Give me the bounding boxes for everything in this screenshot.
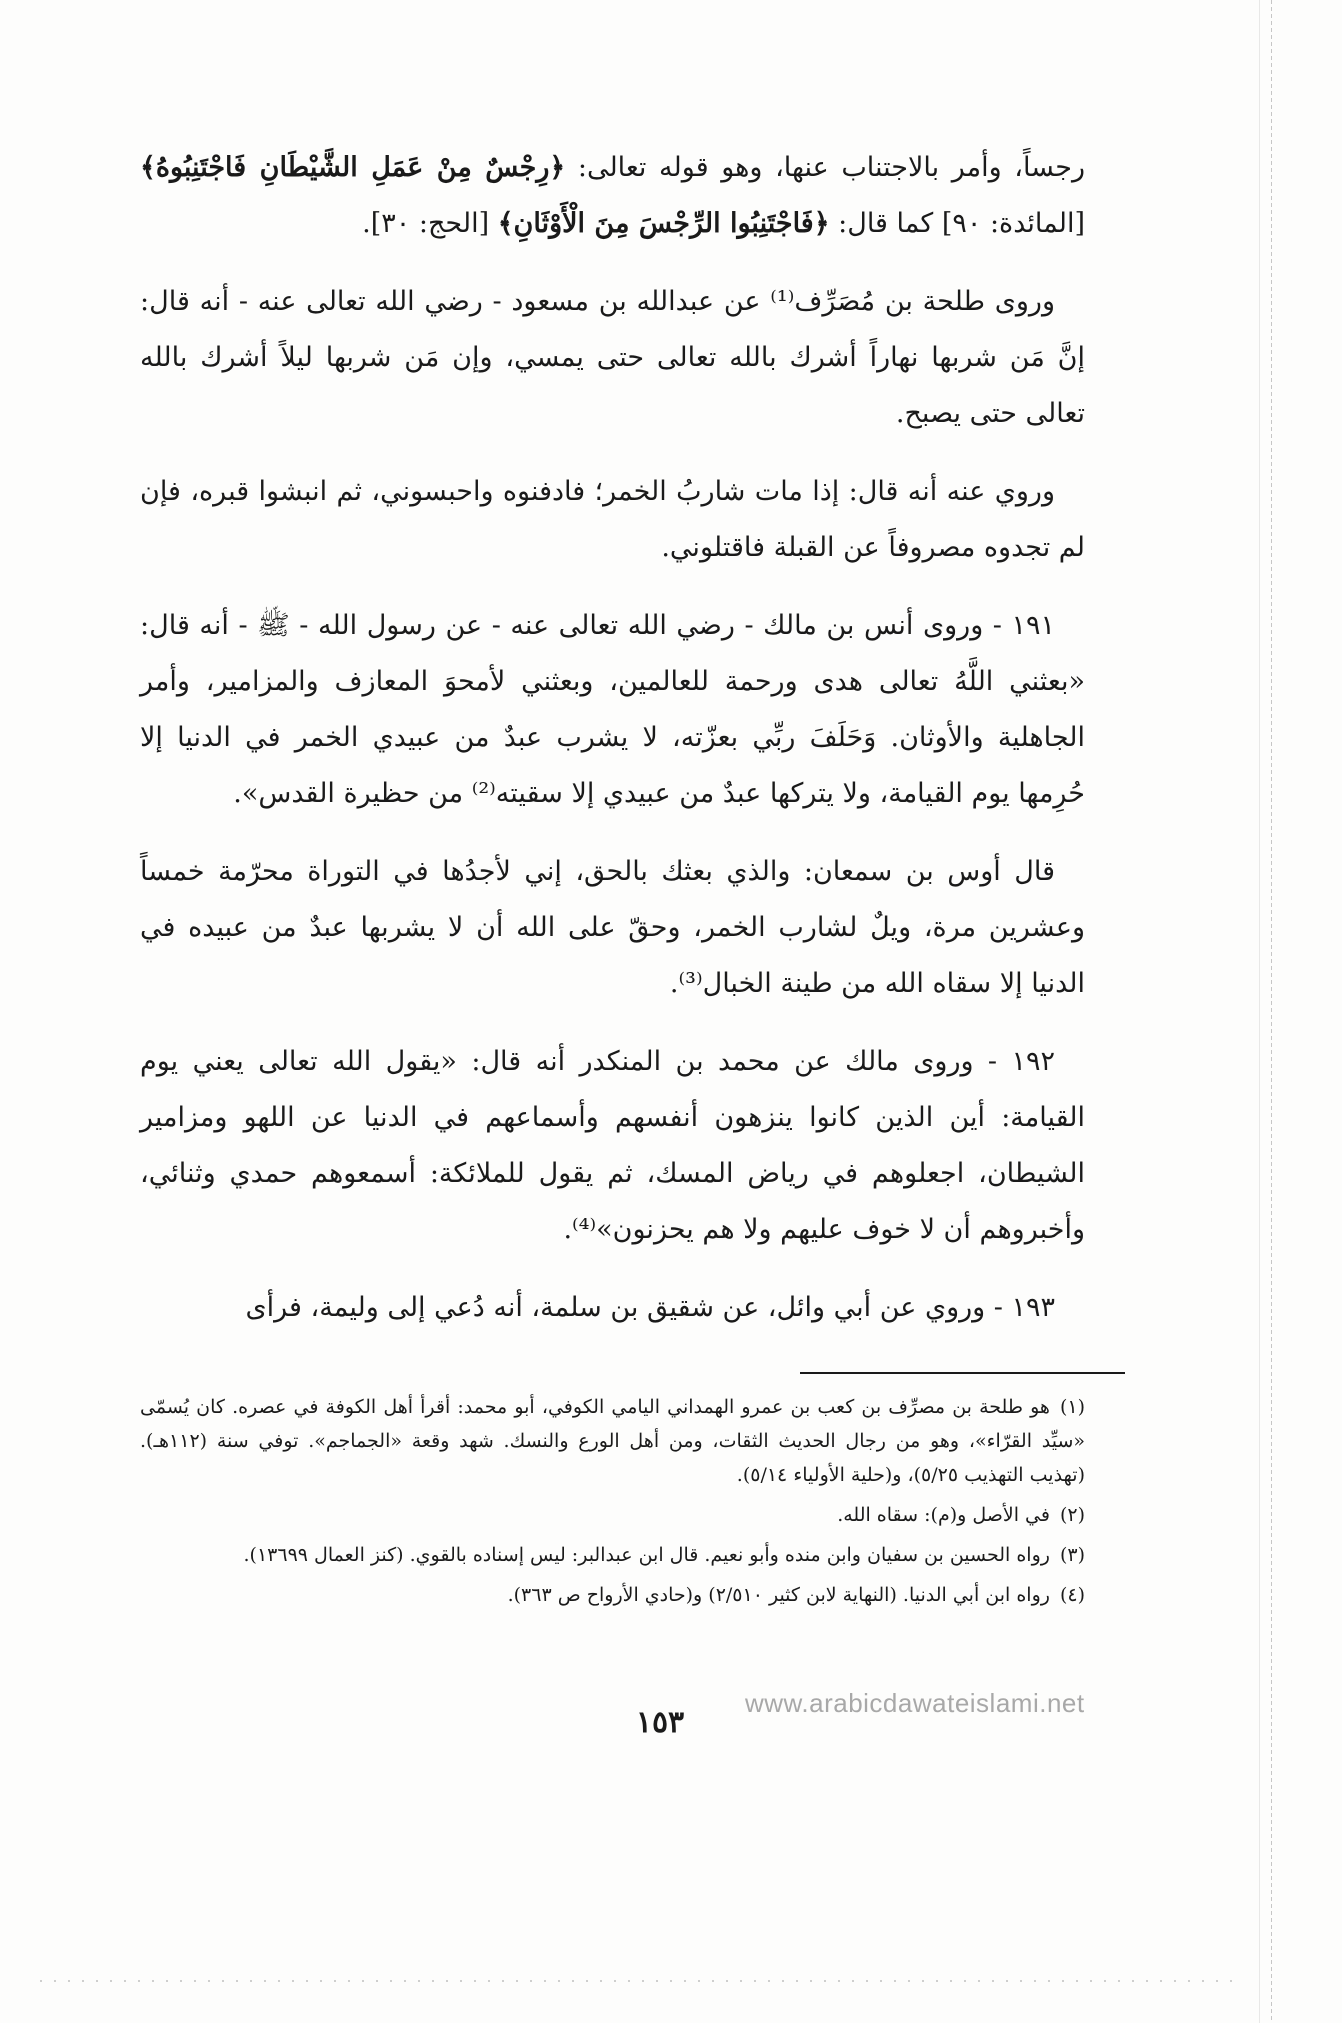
footnotes-block bbox=[140, 1390, 1085, 1618]
paragraph-7-hadith-193: ١٩٣ - وروي عن أبي وائل، عن شقيق بن سلمة، أنه دُعي إلى وليمة، فرأى bbox=[245, 1292, 1055, 1323]
paragraph-3: وروي عنه أنه قال: إذا مات شاربُ الخمر؛ فادفنوه واحبسوني، ثم انبشوا قبره، فإن لم تجدوه مصروفاً عن القبلة فاقتلوني. bbox=[140, 476, 1085, 563]
verse-reference-1: [المائدة: ٩٠] كما قال: bbox=[829, 208, 1085, 239]
paragraph-2: وروى طلحة بن مُصَرِّف⁽¹⁾ عن عبدالله بن مسعود - رضي الله تعالى عنه - أنه قال: إنَّ مَن شربها نهاراً أشرك بالله تعالى حتى يمسي، وإن مَن شربها ليلاً أشرك بالله تعالى حتى يصبح. bbox=[140, 286, 1085, 429]
paragraph-6-hadith-192: ١٩٢ - وروى مالك عن محمد بن المنكدر أنه قال: «يقول الله تعالى يعني يوم القيامة: أين الذين كانوا ينزهون أنفسهم وأسماعهم في الدنيا عن اللهو ومزامير الشيطان، اجعلوهم في رياض المسك، ثم يقول للملائكة: أسمعوهم حمدي وثنائي، وأخبروهم أن لا خوف عليهم ولا هم يحزنون»⁽⁴⁾. bbox=[140, 1046, 1085, 1245]
footnote-number: (١) bbox=[1059, 1396, 1085, 1418]
footnote-text: رواه ابن أبي الدنيا. (النهاية لابن كثير ٢/٥١٠) و(حادي الأرواح ص ٣٦٣). bbox=[507, 1584, 1050, 1606]
paragraph-1-prefix: رجساً، وأمر بالاجتناب عنها، وهو قوله تعالى: bbox=[565, 152, 1085, 183]
footnote-text: رواه الحسين بن سفيان وابن منده وأبو نعيم. قال ابن عبدالبر: ليس إسناده بالقوي. (كنز العمال ١٣٦٩٩). bbox=[243, 1544, 1050, 1566]
scan-edge-line bbox=[1271, 0, 1272, 2023]
paragraph-5: قال أوس بن سمعان: والذي بعثك بالحق، إني لأجدُها في التوراة محرّمة خمساً وعشرين مرة، ويلٌ لشارب الخمر، وحقّ على الله أن لا يشربها عبدٌ من عبيده في الدنيا إلا سقاه الله من طينة الخبال⁽³⁾. bbox=[140, 856, 1085, 999]
page-number: ١٥٣ bbox=[635, 1705, 685, 1740]
footnote-text: في الأصل و(م): سقاه الله. bbox=[837, 1504, 1050, 1526]
paragraph-4-hadith-191: ١٩١ - وروى أنس بن مالك - رضي الله تعالى عنه - عن رسول الله - ﷺ - أنه قال: «بعثني اللَّهُ تعالى هدى ورحمة للعالمين، وبعثني لأمحوَ المعازف والمزامير، وأمر الجاهلية والأوثان. وَحَلَفَ ربِّي بعزّته، لا يشرب عبدٌ من عبيدي الخمر في الدنيا إلا حُرِمها يوم القيامة، ولا يتركها عبدٌ من عبيدي إلا سقيته⁽²⁾ من حظيرة القدس». bbox=[140, 610, 1085, 809]
scan-bottom-noise bbox=[40, 1980, 1242, 1982]
footnote-4 bbox=[140, 1578, 1085, 1612]
footnote-number: (٢) bbox=[1059, 1504, 1085, 1526]
footnote-number: (٣) bbox=[1059, 1544, 1085, 1566]
footnote-number: (٤) bbox=[1059, 1584, 1085, 1606]
paragraph-1 bbox=[140, 140, 1085, 252]
quran-verse-1: ﴿رِجْسٌ مِنْ عَمَلِ الشَّيْطَانِ فَاجْتَنِبُوهُ﴾ bbox=[140, 152, 566, 183]
footnote-text: هو طلحة بن مصرِّف بن كعب بن عمرو الهمداني اليامي الكوفي، أبو محمد: أقرأ أهل الكوفة في عصره. كان يُسمّى «سيِّد القرّاء»، وهو من رجال الحديث الثقات، ومن أهل الورع والنسك. شهد وقعة «الجماجم». توفي سنة (١١٢هـ). (تهذيب التهذيب ٥/٢٥)، و(حلية الأولياء ٥/١٤). bbox=[140, 1396, 1085, 1486]
scan-edge-line-secondary bbox=[1259, 0, 1260, 2023]
footnote-1 bbox=[140, 1390, 1085, 1492]
footnote-separator bbox=[800, 1372, 1125, 1374]
verse-reference-2: [الحج: ٣٠]. bbox=[362, 208, 498, 239]
footnote-2 bbox=[140, 1498, 1085, 1532]
website-watermark: www.arabicdawateislami.net bbox=[745, 1688, 1085, 1718]
quran-verse-2: ﴿فَاجْتَنِبُوا الرِّجْسَ مِنَ الْأَوْثَانِ﴾ bbox=[497, 208, 830, 239]
main-text-block bbox=[140, 140, 1085, 1358]
footnote-3 bbox=[140, 1538, 1085, 1572]
